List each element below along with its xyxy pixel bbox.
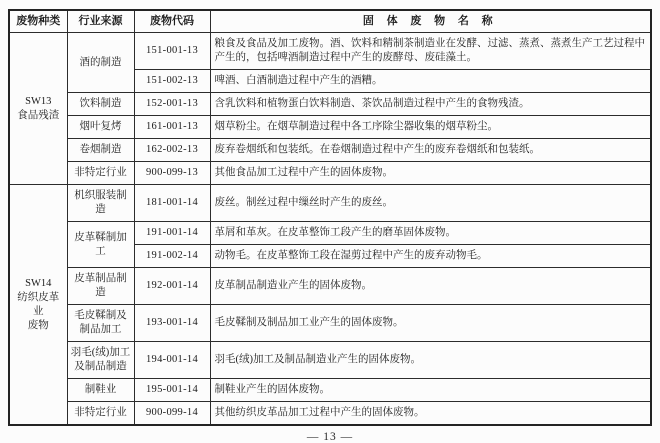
waste-name-cell: 废弃卷烟纸和包装纸。在卷烟制造过程中产生的废弃卷烟纸和包装纸。 [210,139,651,162]
waste-name-cell: 废丝。制丝过程中缫丝时产生的废丝。 [210,185,651,222]
header-category: 废物种类 [9,10,67,33]
table-row [9,402,651,426]
industry-cell: 非特定行业 [67,162,134,185]
table-row [9,268,651,305]
code-cell: 900-099-13 [134,162,210,185]
table-row [9,139,651,162]
header-waste-name: 固 体 废 物 名 称 [210,10,651,33]
header-row [9,10,651,33]
waste-name-cell: 制鞋业产生的固体废物。 [210,379,651,402]
category-label: 食品残渣 [17,109,60,121]
code-cell: 194-001-14 [134,342,210,379]
waste-name-cell: 啤酒、白酒制造过程中产生的酒糟。 [210,70,651,93]
code-cell: 152-001-13 [134,93,210,116]
waste-name-cell: 粮食及食品及加工废物。酒、饮料和精制茶制造业在发酵、过滤、蒸煮、蒸煮生产工艺过程中产生的，包括啤酒制造过程中产生的废酵母、废硅藻土。 [210,33,651,70]
waste-classification-table [8,9,652,426]
table-row [9,342,651,379]
industry-cell: 机织服装制造 [67,185,134,222]
industry-cell: 非特定行业 [67,402,134,426]
code-cell: 193-001-14 [134,305,210,342]
industry-cell: 饮料制造 [67,93,134,116]
industry-cell: 制鞋业 [67,379,134,402]
table-row [9,379,651,402]
industry-cell: 羽毛(绒)加工及制品制造 [67,342,134,379]
page-number: — 13 — [306,431,354,443]
waste-name-cell: 皮革制品制造业产生的固体废物。 [210,268,651,305]
code-cell: 162-002-13 [134,139,210,162]
code-cell: 181-001-14 [134,185,210,222]
table-row [9,93,651,116]
industry-cell: 皮革鞣制加工 [67,222,134,268]
waste-name-cell: 革屑和革灰。在皮革整饰工段产生的磨革固体废物。 [210,222,651,245]
industry-cell: 毛皮鞣制及制品加工 [67,305,134,342]
code-cell: 161-001-13 [134,116,210,139]
header-code: 废物代码 [134,10,210,33]
category-cell-sw14 [9,185,67,426]
table-row [9,116,651,139]
waste-name-cell: 含乳饮料和植物蛋白饮料制造、茶饮品制造过程中产生的食物残渣。 [210,93,651,116]
category-code: SW14 [25,277,52,289]
waste-name-cell: 其他食品加工过程中产生的固体废物。 [210,162,651,185]
industry-cell: 烟叶复烤 [67,116,134,139]
category-cell-sw13 [9,33,67,185]
industry-cell: 卷烟制造 [67,139,134,162]
table-row [9,185,651,222]
code-cell: 195-001-14 [134,379,210,402]
category-label-line2: 废物 [27,319,49,331]
table-row [9,33,651,70]
code-cell: 192-001-14 [134,268,210,305]
category-label: 纺织皮革业 [17,291,60,317]
table-row [9,162,651,185]
table-row [9,222,651,245]
waste-name-cell: 其他纺织皮革品加工过程中产生的固体废物。 [210,402,651,426]
header-industry: 行业来源 [67,10,134,33]
waste-name-cell: 毛皮鞣制及制品加工业产生的固体废物。 [210,305,651,342]
waste-name-cell: 烟草粉尘。在烟草制造过程中各工序除尘器收集的烟草粉尘。 [210,116,651,139]
code-cell: 151-002-13 [134,70,210,93]
industry-cell: 皮革制品制造 [67,268,134,305]
waste-name-cell: 羽毛(绒)加工及制品制造业产生的固体废物。 [210,342,651,379]
category-code: SW13 [25,95,52,107]
code-cell: 191-002-14 [134,245,210,268]
waste-name-cell: 动物毛。在皮革整饰工段在湿剪过程中产生的废弃动物毛。 [210,245,651,268]
code-cell: 900-099-14 [134,402,210,426]
table-row [9,305,651,342]
code-cell: 191-001-14 [134,222,210,245]
code-cell: 151-001-13 [134,33,210,70]
industry-cell: 酒的制造 [67,33,134,93]
